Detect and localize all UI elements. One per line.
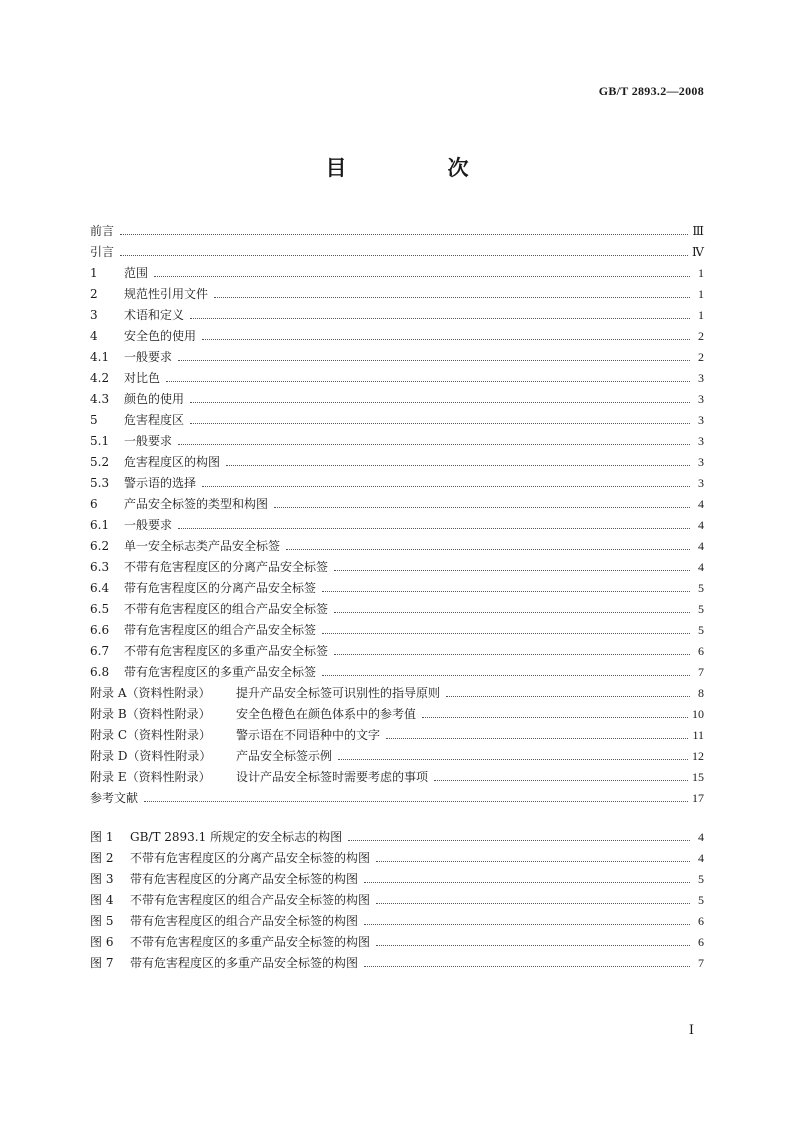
dot-leader (178, 359, 690, 361)
dot-leader (434, 779, 688, 781)
section-title: 安全色的使用 (124, 329, 197, 343)
page-ref: 5 (698, 581, 704, 595)
section-number: 2 (90, 287, 98, 301)
page-ref: 3 (698, 455, 704, 469)
section-number: 6.5 (90, 602, 110, 616)
section-number: 4.1 (90, 350, 110, 364)
figure-entry[interactable] (90, 824, 704, 845)
page-ref: 4 (698, 851, 704, 865)
toc-entry[interactable] (90, 365, 704, 386)
section-title: 前言 (90, 224, 115, 238)
page-title: 目 次 (325, 155, 509, 180)
section-number: 6 (90, 497, 98, 511)
dot-leader (376, 902, 690, 904)
figure-number: 图 1 (90, 830, 114, 844)
dot-leader (274, 506, 690, 508)
dot-leader (202, 338, 690, 340)
toc-entry[interactable] (90, 218, 704, 239)
page-ref: 5 (698, 893, 704, 907)
section-number: 6.7 (90, 644, 110, 658)
section-title: 术语和定义 (124, 308, 185, 322)
section-title: 设计产品安全标签时需要考虑的事项 (236, 770, 429, 784)
page-ref: 5 (698, 623, 704, 637)
dot-leader (334, 569, 690, 571)
toc-entry[interactable] (90, 407, 704, 428)
figure-number: 图 3 (90, 872, 114, 886)
page-ref: 3 (698, 392, 704, 406)
page-ref: 3 (698, 476, 704, 490)
table-of-contents (90, 218, 704, 806)
figure-number: 图 7 (90, 956, 114, 970)
page-ref: 7 (698, 665, 704, 679)
dot-leader (334, 611, 690, 613)
dot-leader (386, 737, 688, 739)
figure-entry[interactable] (90, 908, 704, 929)
section-title: 带有危害程度区的分离产品安全标签 (124, 581, 317, 595)
toc-entry[interactable] (90, 281, 704, 302)
standard-code: GB/T 2893.2—2008 (598, 84, 704, 98)
dot-leader (364, 881, 690, 883)
dot-leader (178, 443, 690, 445)
dot-leader (166, 380, 690, 382)
figure-number: 图 4 (90, 893, 114, 907)
dot-leader (364, 965, 690, 967)
section-title: 安全色橙色在颜色体系中的参考值 (236, 707, 417, 721)
dot-leader (376, 944, 690, 946)
section-number: 4.3 (90, 392, 110, 406)
page-ref: 6 (698, 914, 704, 928)
toc-entry[interactable] (90, 680, 704, 701)
section-number: 1 (90, 266, 98, 280)
dot-leader (322, 632, 690, 634)
section-number: 附录 A（资料性附录） (90, 686, 211, 700)
dot-leader (348, 839, 690, 841)
section-number: 附录 B（资料性附录） (90, 707, 211, 721)
toc-entry[interactable] (90, 260, 704, 281)
toc-entry[interactable] (90, 344, 704, 365)
figure-entry[interactable] (90, 845, 704, 866)
page-ref: 5 (698, 602, 704, 616)
section-title: 规范性引用文件 (124, 287, 209, 301)
section-title: 对比色 (124, 371, 161, 385)
section-title: 一般要求 (124, 434, 173, 448)
toc-entry[interactable] (90, 239, 704, 260)
toc-entry[interactable] (90, 575, 704, 596)
dot-leader (202, 485, 690, 487)
section-number: 6.2 (90, 539, 110, 553)
page-ref: 4 (698, 539, 704, 553)
page-ref: 7 (698, 956, 704, 970)
section-number: 5.3 (90, 476, 110, 490)
toc-entry[interactable] (90, 470, 704, 491)
section-number: 附录 E（资料性附录） (90, 770, 211, 784)
section-number: 6.8 (90, 665, 110, 679)
toc-entry[interactable] (90, 617, 704, 638)
page-ref: Ⅳ (692, 245, 704, 259)
figure-title: 不带有危害程度区的多重产品安全标签的构图 (130, 935, 371, 949)
dot-leader (286, 548, 690, 550)
section-number: 附录 D（资料性附录） (90, 749, 212, 763)
section-number: 附录 C（资料性附录） (90, 728, 211, 742)
section-title: 不带有危害程度区的分离产品安全标签 (124, 560, 329, 574)
toc-entry[interactable] (90, 785, 704, 806)
section-title: 不带有危害程度区的多重产品安全标签 (124, 644, 329, 658)
dot-leader (214, 296, 690, 298)
section-title: 引言 (90, 245, 115, 259)
list-of-figures (90, 824, 704, 971)
dot-leader (322, 674, 690, 676)
figure-number: 图 5 (90, 914, 114, 928)
figure-entry[interactable] (90, 950, 704, 971)
page-ref: 6 (698, 935, 704, 949)
page-ref: 2 (698, 329, 704, 343)
figure-title: 不带有危害程度区的分离产品安全标签的构图 (130, 851, 371, 865)
figure-title: GB/T 2893.1 所规定的安全标志的构图 (130, 830, 343, 844)
dot-leader (446, 695, 690, 697)
dot-leader (422, 716, 688, 718)
section-number: 6.1 (90, 518, 110, 532)
section-title: 危害程度区 (124, 413, 185, 427)
page-ref: 3 (698, 434, 704, 448)
toc-entry[interactable] (90, 743, 704, 764)
section-title: 范围 (124, 266, 149, 280)
page-ref: 11 (692, 728, 704, 742)
toc-entry[interactable] (90, 596, 704, 617)
section-title: 警示语在不同语种中的文字 (236, 728, 381, 742)
figure-title: 带有危害程度区的多重产品安全标签的构图 (130, 956, 359, 970)
section-title: 一般要求 (124, 518, 173, 532)
toc-entry[interactable] (90, 722, 704, 743)
section-title: 颜色的使用 (124, 392, 185, 406)
section-title: 警示语的选择 (124, 476, 197, 490)
section-number: 3 (90, 308, 98, 322)
section-number: 6.4 (90, 581, 110, 595)
section-title: 产品安全标签的类型和构图 (124, 497, 269, 511)
toc-entry[interactable] (90, 428, 704, 449)
dot-leader (322, 590, 690, 592)
toc-entry[interactable] (90, 659, 704, 680)
dot-leader (376, 860, 690, 862)
dot-leader (364, 923, 690, 925)
page-ref: 3 (698, 413, 704, 427)
toc-entry[interactable] (90, 512, 704, 533)
figure-number: 图 6 (90, 935, 114, 949)
page-ref: Ⅲ (692, 224, 704, 238)
section-title: 危害程度区的构图 (124, 455, 221, 469)
dot-leader (334, 653, 690, 655)
page-ref: 4 (698, 560, 704, 574)
section-number: 4.2 (90, 371, 110, 385)
figure-entry[interactable] (90, 866, 704, 887)
dot-leader (178, 527, 690, 529)
section-title: 产品安全标签示例 (236, 749, 333, 763)
toc-entry[interactable] (90, 533, 704, 554)
section-number: 5 (90, 413, 98, 427)
page-ref: 2 (698, 350, 704, 364)
dot-leader (120, 233, 688, 235)
dot-leader (338, 758, 688, 760)
page-ref: 12 (692, 749, 704, 763)
section-title: 带有危害程度区的组合产品安全标签 (124, 623, 317, 637)
toc-entry[interactable] (90, 491, 704, 512)
toc-entry[interactable] (90, 701, 704, 722)
toc-entry[interactable] (90, 449, 704, 470)
section-number: 5.1 (90, 434, 110, 448)
dot-leader (190, 401, 690, 403)
dot-leader (226, 464, 690, 466)
page-ref: 1 (698, 287, 704, 301)
figure-number: 图 2 (90, 851, 114, 865)
dot-leader (120, 254, 688, 256)
page-ref: 1 (698, 266, 704, 280)
section-title: 带有危害程度区的多重产品安全标签 (124, 665, 317, 679)
section-title: 提升产品安全标签可识别性的指导原则 (236, 686, 441, 700)
section-number: 6.3 (90, 560, 110, 574)
page-ref: 3 (698, 371, 704, 385)
section-title: 单一安全标志类产品安全标签 (124, 539, 281, 553)
figure-title: 带有危害程度区的组合产品安全标签的构图 (130, 914, 359, 928)
page-number: Ⅰ (688, 1022, 694, 1037)
section-title: 参考文献 (90, 791, 139, 805)
page-ref: 4 (698, 518, 704, 532)
toc-entry[interactable] (90, 323, 704, 344)
figure-title: 不带有危害程度区的组合产品安全标签的构图 (130, 893, 371, 907)
dot-leader (144, 800, 688, 802)
page-ref: 15 (692, 770, 704, 784)
page-ref: 8 (698, 686, 704, 700)
toc-entry[interactable] (90, 386, 704, 407)
toc-entry[interactable] (90, 554, 704, 575)
dot-leader (190, 317, 690, 319)
figure-title: 带有危害程度区的分离产品安全标签的构图 (130, 872, 359, 886)
toc-entry[interactable] (90, 764, 704, 785)
page-ref: 4 (698, 830, 704, 844)
section-number: 4 (90, 329, 98, 343)
page-ref: 17 (692, 791, 704, 805)
page-ref: 4 (698, 497, 704, 511)
dot-leader (190, 422, 690, 424)
page-ref: 1 (698, 308, 704, 322)
page-ref: 5 (698, 872, 704, 886)
dot-leader (154, 275, 690, 277)
figure-entry[interactable] (90, 887, 704, 908)
figure-entry[interactable] (90, 929, 704, 950)
section-number: 5.2 (90, 455, 110, 469)
toc-entry[interactable] (90, 302, 704, 323)
page-ref: 6 (698, 644, 704, 658)
toc-entry[interactable] (90, 638, 704, 659)
page-ref: 10 (692, 707, 704, 721)
section-number: 6.6 (90, 623, 110, 637)
section-title: 一般要求 (124, 350, 173, 364)
section-title: 不带有危害程度区的组合产品安全标签 (124, 602, 329, 616)
